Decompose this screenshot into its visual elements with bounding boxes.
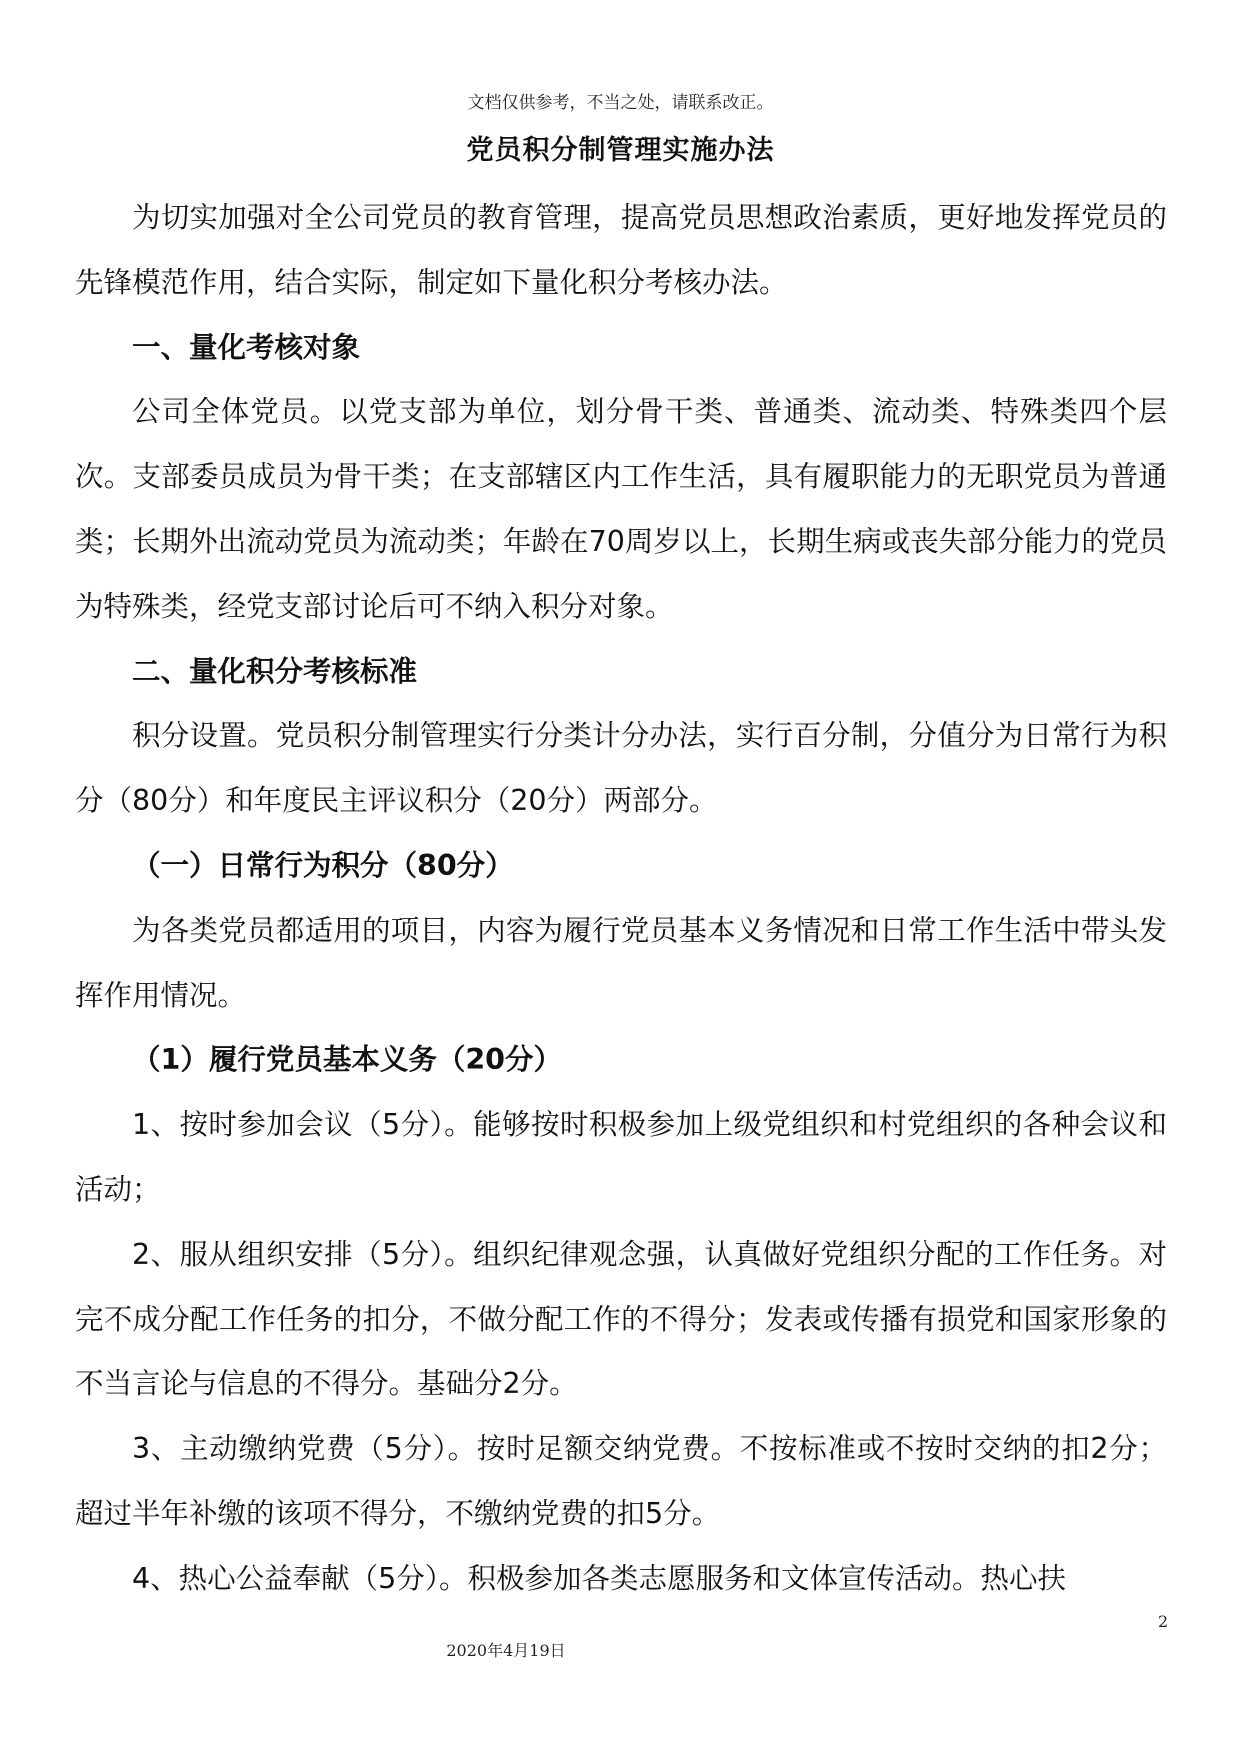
section-heading-2: 二、量化积分考核标准: [132, 654, 418, 688]
section-heading-1: 一、量化考核对象: [132, 330, 361, 364]
document-body: [75, 186, 1167, 1612]
item-public-welfare: 4、热心公益奉献（5分）。积极参加各类志愿服务和文体宣传活动。热心扶: [132, 1561, 1067, 1595]
subsection-heading-daily: （一）日常行为积分（80分）: [132, 848, 514, 882]
item-obey-arrangements: 2、服从组织安排（5分）。组织纪律观念强，认真做好党组织分配的工作任务。对完不成分配工作任务的扣分，不做分配工作的不得分；发表或传播有损党和国家形象的不当言论与信息的不得分。基础分2分。: [75, 1237, 1167, 1401]
item-party-dues: 3、主动缴纳党费（5分）。按时足额交纳党费。不按标准或不按时交纳的扣2分；超过半年补缴的该项不得分，不缴纳党费的扣5分。: [75, 1432, 1167, 1530]
subsection-heading-duties: （1）履行党员基本义务（20分）: [132, 1043, 562, 1077]
document-title: 党员积分制管理实施办法: [466, 135, 775, 166]
paragraph-assessment-targets: 公司全体党员。以党支部为单位，划分骨干类、普通类、流动类、特殊类四个层次。支部委员成员为骨干类；在支部辖区内工作生活，具有履职能力的无职党员为普通类；长期外出流动党员为流动类；年龄在70周岁以上，长期生病或丧失部分能力的党员为特殊类，经党支部讨论后可不纳入积分对象。: [75, 395, 1167, 623]
intro-paragraph: 为切实加强对全公司党员的教育管理，提高党员思想政治素质，更好地发挥党员的先锋模范作用，结合实际，制定如下量化积分考核办法。: [75, 201, 1167, 299]
header-disclaimer: 文档仅供参考，不当之处，请联系改正。: [467, 93, 774, 113]
page-number: 2: [1158, 1612, 1169, 1631]
item-meetings: 1、按时参加会议（5分）。能够按时积极参加上级党组织和村党组织的各种会议和活动；: [75, 1108, 1167, 1206]
paragraph-daily-description: 为各类党员都适用的项目，内容为履行党员基本义务情况和日常工作生活中带头发挥作用情况。: [75, 913, 1167, 1012]
footer-date: 2020年4月19日: [446, 1641, 566, 1660]
paragraph-score-settings: 积分设置。党员积分制管理实行分类计分办法，实行百分制，分值分为日常行为积分（80分）和年度民主评议积分（20分）两部分。: [75, 719, 1167, 818]
